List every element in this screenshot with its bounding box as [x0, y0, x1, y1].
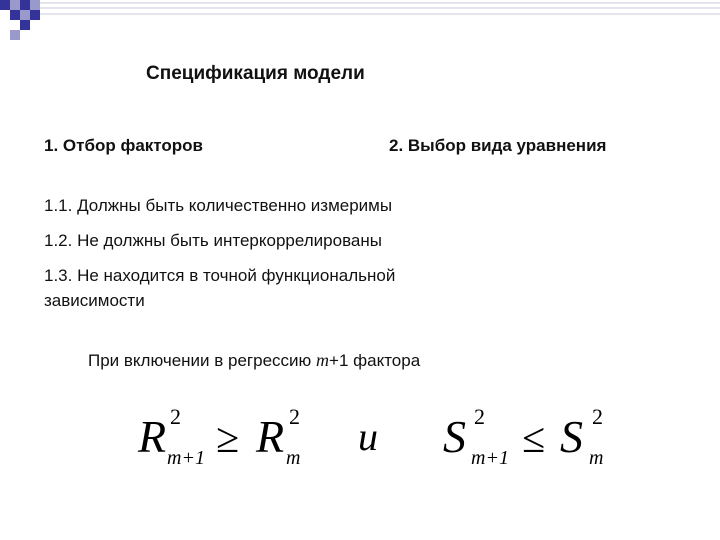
list-item: 1.1. Должны быть количественно измеримы — [44, 196, 393, 215]
deco-square-1 — [0, 0, 10, 10]
s-left-subscript: m+1 — [471, 447, 509, 469]
note-prefix: При включении в регрессию — [88, 351, 317, 370]
slide-title: Спецификация модели — [146, 63, 365, 84]
deco-square-2 — [10, 0, 20, 10]
list-item: 1.2. Не должны быть интеркоррелированы — [44, 231, 382, 250]
r-right-exponent: 2 — [289, 404, 300, 429]
s-right-subscript: m — [589, 447, 604, 469]
regression-note — [88, 350, 420, 371]
header-decoration — [0, 0, 720, 45]
r-left-exponent: 2 — [170, 404, 181, 429]
deco-square-8 — [20, 20, 30, 30]
r-right-subscript: m — [286, 447, 301, 469]
r-symbol-left: R — [138, 411, 167, 462]
list-item-continuation: зависимости — [44, 291, 145, 310]
deco-square-7 — [30, 10, 40, 20]
deco-square-5 — [10, 10, 20, 20]
conjunction-and: и — [358, 414, 378, 459]
inequality-formula — [0, 400, 720, 480]
s-symbol-right: S — [560, 411, 583, 462]
deco-square-4 — [30, 0, 40, 10]
deco-square-3 — [20, 0, 30, 10]
heading-factor-selection: 1. Отбор факторов — [44, 136, 203, 155]
geq-symbol: ≥ — [216, 416, 240, 462]
note-suffix: +1 фактора — [329, 351, 421, 370]
s-symbol-left: S — [443, 411, 466, 462]
leq-symbol: ≤ — [522, 416, 546, 462]
list-item: 1.3. Не находится в точной функциональной — [44, 266, 396, 285]
s-left-exponent: 2 — [474, 404, 485, 429]
r-left-subscript: m+1 — [167, 447, 205, 469]
heading-equation-choice: 2. Выбор вида уравнения — [389, 136, 607, 155]
deco-square-9 — [10, 30, 20, 40]
deco-square-6 — [20, 10, 30, 20]
note-variable: m — [316, 350, 330, 370]
r-symbol-right: R — [256, 411, 285, 462]
s-right-exponent: 2 — [592, 404, 603, 429]
